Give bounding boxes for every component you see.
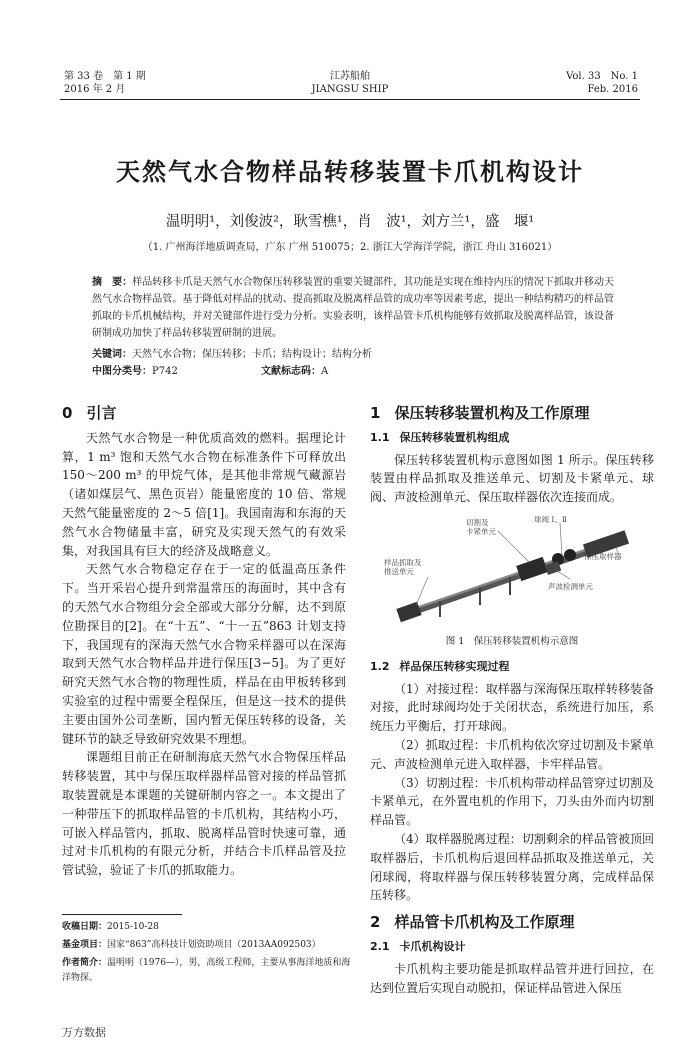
docid-label: 文献标志码： — [261, 366, 322, 377]
footnote-author: 作者简介：温明明（1976—），男，高级工程师，主要从事海洋地质和海洋物探。 — [62, 958, 351, 983]
label-cut: 切割及 — [466, 517, 489, 527]
left-column — [62, 404, 346, 880]
header-volume-en: Vol. 33 No. 1 — [566, 71, 638, 82]
paper-authors: 温明明¹，刘俊波²，耿雪樵¹，肖 波¹，刘方兰¹，盛 堰¹ — [165, 214, 535, 230]
intro-paragraph-3: 课题组目前正在研制海底天然气水合物保压样品转移装置，其中与保压取样器样品管对接的样品管抓取装置就是本课题的关键研制内容之一。本文提出了一种带压下的抓取样品管的卡爪机构，其结构小巧，可嵌入样品管内，抓取、脱离样品管时快速可靠，通过对卡爪机构的有限元分析，并结合卡爪样品管及拉管试验，验证了卡爪的抓取能力。 — [62, 750, 346, 878]
label-clamp: 卡紧单元 — [466, 526, 496, 536]
header-journal-cn: 江苏船舶 — [330, 71, 370, 82]
section-1-heading: 1 保压转移装置机构及工作原理 — [370, 404, 590, 422]
subsection-1-2-heading: 1.2 样品保压转移实现过程 — [370, 659, 510, 673]
header-rule — [60, 99, 640, 100]
figure-1 — [370, 513, 654, 631]
label-ball-valve: 球阀 Ⅰ、Ⅱ — [534, 514, 567, 524]
abstract — [92, 274, 614, 342]
figure-1-caption: 图 1 保压转移装置机构示意图 — [445, 635, 579, 647]
abstract-label: 摘 要： — [92, 277, 133, 288]
grab-unit-block — [396, 602, 421, 622]
header-journal-en: JIANGSU SHIP — [311, 84, 389, 95]
subsection-2-1-heading: 2.1 卡爪机构设计 — [370, 939, 466, 953]
label-sampler: 保压取样器 — [584, 551, 622, 561]
intro-paragraph-2: 天然气水合物稳定存在于一定的低温高压条件下。当开采岩心提升到常温常压的海面时，其中含有的天然气水合物组分会全部或大部分分解，达不到原位勘探目的[2]。在“十五”、“十一五”863 计划支持下，我国现有的深海天然气水合物采样器可以在深海取到天然气水合物样品并进行保压[3−5]。为了更好研究天然气水合物的物理性质，样品在由甲板转移到实验室的过程中需要全程保压，但是这一技术的提供主要由国外公司垄断，国内暂无保压转移的设备，关键环节的缺乏导致研究效果不理想。 — [62, 562, 346, 746]
header-date-en: Feb. 2016 — [587, 84, 638, 95]
right-column — [370, 404, 654, 997]
step-3-cutting: （3）切割过程：卡爪机构带动样品管穿过切割及卡紧单元，在外置电机的作用下，刀头由外而内切割样品管。 — [370, 775, 654, 828]
header-date: 2016 年 2 月 — [64, 84, 126, 95]
label-grab: 样品抓取及 — [384, 557, 422, 567]
step-4-separation: （4）取样器脱离过程：切割剩余的样品管被顶回取样器后，卡爪机构后退回样品抓取及推送单元，关闭球阀，将取样器与保压转移装置分离，完成样品保压转移。 — [370, 831, 654, 903]
keywords-text: 天然气水合物；保压转移；卡爪；结构设计；结构分析 — [132, 349, 372, 360]
keywords — [92, 345, 372, 360]
step-2-grabbing: （2）抓取过程：卡爪机构依次穿过切割及卡紧单元、声波检测单元进入取样器，卡牢样品管。 — [370, 737, 654, 771]
label-sonic: 声波检测单元 — [548, 581, 593, 591]
keywords-label: 关键词： — [92, 349, 132, 360]
header-volume: 第 33 卷 第 1 期 — [64, 71, 146, 82]
transfer-device-diagram — [370, 513, 654, 631]
footnote-rule — [62, 914, 182, 915]
classification — [92, 362, 328, 377]
intro-paragraph-1: 天然气水合物是一种优质高效的燃料。据理论计算，1 m³ 饱和天然气水合物在标准条件下可释放出 150～200 m³ 的甲烷气体，是其他非常规气藏源岩（诸如煤层气、黑色页岩）能量密度的 10 倍、常规天然气能量密度的 2～5 倍[1]。我国南海和东海的天然气水合物储量丰富，研究及实现天然气的有效采集，对我国具有巨大的经济及战略意义。 — [62, 430, 346, 558]
ball-valve-2 — [564, 549, 576, 561]
docid-code: A — [321, 366, 329, 377]
section-2-1-paragraph: 卡爪机构主要功能是抓取样品管并进行回拉，在达到位置后实现自动脱扣，保证样品管进入保压 — [370, 961, 654, 995]
section-2-heading: 2 样品管卡爪机构及工作原理 — [370, 913, 575, 932]
step-1-docking: （1）对接过程：取样器与深海保压取样转移装备对接，此时球阀均处于关闭状态，系统进行加压，系统压力平衡后，打开球阀。 — [370, 681, 654, 734]
header-volume-en-info — [566, 70, 638, 96]
abstract-text: 样品转移卡爪是天然气水合物保压转移装置的重要关键部件，其功能是实现在维持内压的情况下抓取并移动天然气水合物样品管。基于降低对样品的扰动、提高抓取及脱离样品管的成功率等因素考虑，提出一种结构精巧的样品管抓取的卡爪机械结构，并对关键部件进行受力分析。实验表明，该样品管卡爪机构能够有效抓取及脱离样品管，该设备研制成功加快了样品转移装置研制的进展。 — [92, 277, 615, 339]
class-label: 中图分类号： — [92, 366, 152, 377]
watermark: 万方数据 — [62, 1026, 106, 1039]
section-0-heading: 0 引言 — [62, 404, 117, 422]
footnote-received: 收稿日期：2015-10-28 — [62, 922, 159, 932]
class-code: P742 — [152, 366, 178, 377]
cut-clamp-unit — [516, 557, 548, 581]
paper-affiliation: （1. 广州海洋地质调查局，广东 广州 510075；2. 浙江大学海洋学院，浙江 舟山 316021） — [142, 242, 558, 253]
label-push: 推送单元 — [384, 566, 414, 576]
paper-title: 天然气水合物样品转移装置卡爪机构设计 — [116, 158, 584, 186]
footnote-fund: 基金项目：国家“863”高科技计划资助项目（2013AA092503） — [62, 940, 321, 950]
subsection-1-1-heading: 1.1 保压转移装置机构组成 — [370, 430, 510, 444]
section-1-1-paragraph: 保压转移装置机构示意图如图 1 所示。保压转移装置由样品抓取及推送单元、切割及卡紧单元、球阀、声波检测单元、保压取样器依次连接而成。 — [370, 452, 654, 505]
